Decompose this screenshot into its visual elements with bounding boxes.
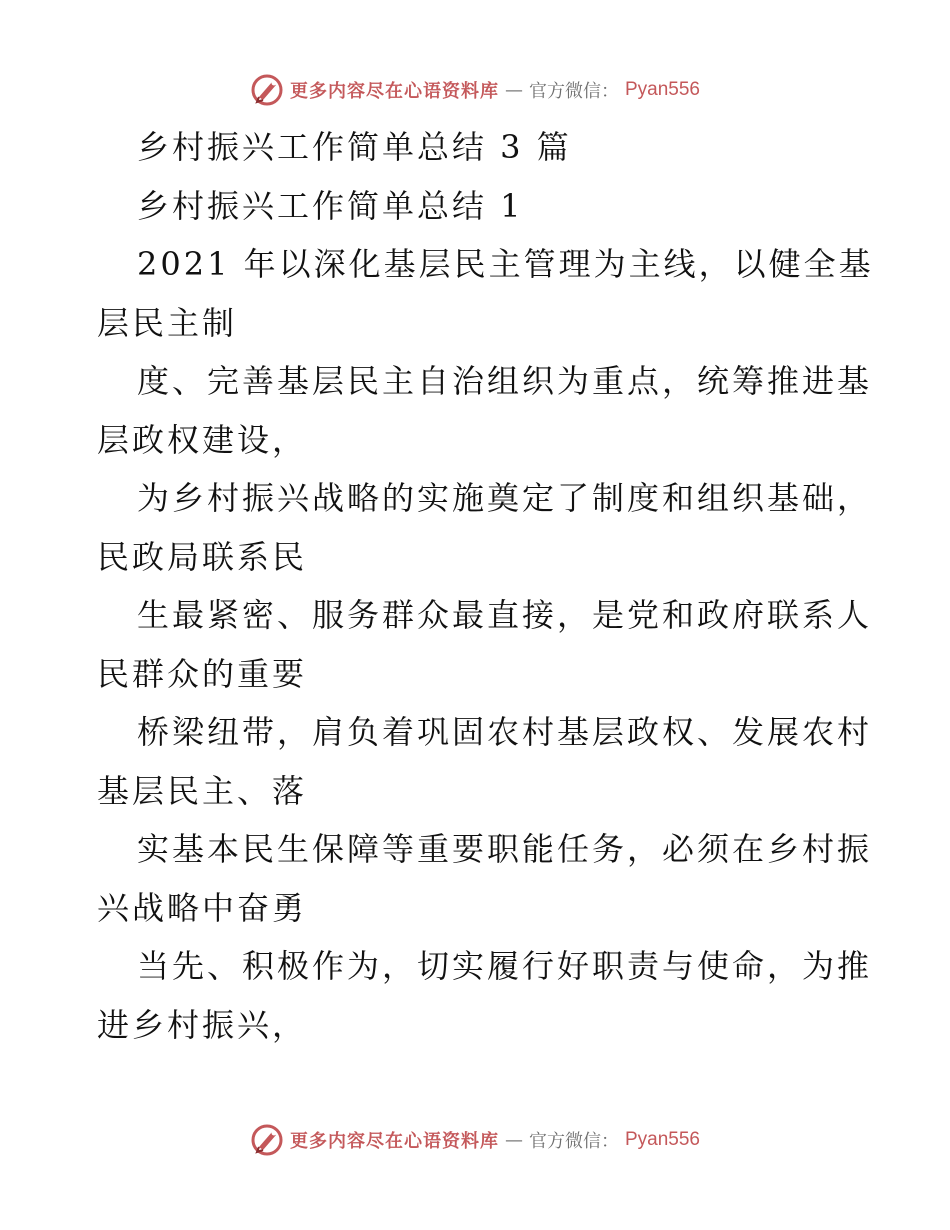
paragraph-line: 民政局联系民 <box>97 537 308 576</box>
paragraph-line: 桥梁纽带，肩负着巩固农村基层政权、发展农村 <box>137 713 873 751</box>
paragraph-line: 层政权建设， <box>97 420 308 459</box>
paragraph-line: 兴战略中奋勇 <box>97 888 308 927</box>
header-watermark <box>0 70 950 110</box>
quill-pen-logo-icon <box>250 1123 284 1157</box>
paragraph-line: 民群众的重要 <box>97 654 308 693</box>
document-body <box>97 118 874 1054</box>
paragraph-line: 实基本民生保障等重要职能任务，必须在乡村振 <box>137 830 873 868</box>
watermark-wechat-label: 官方微信： <box>528 81 619 102</box>
watermark-text: 更多内容尽在心语资料库 <box>289 81 499 102</box>
paragraph-line: 进乡村振兴， <box>97 1005 308 1044</box>
paragraph-line: 基层民主、落 <box>97 771 308 810</box>
paragraph-line: 层民主制 <box>97 303 238 342</box>
paragraph-line: 2021 年以深化基层民主管理为主线，以健全基 <box>137 245 874 283</box>
quill-pen-logo-icon <box>250 73 284 107</box>
watermark-text: 更多内容尽在心语资料库 <box>289 1131 499 1152</box>
section-heading: 乡村振兴工作简单总结 1 <box>137 186 524 225</box>
watermark-wechat-id: Pyan556 <box>624 1129 700 1150</box>
footer-watermark <box>0 1120 950 1160</box>
watermark-wechat-label: 官方微信： <box>528 1131 619 1152</box>
watermark-dash: — <box>504 1129 523 1151</box>
paragraph-line: 当先、积极作为，切实履行好职责与使命，为推 <box>137 947 873 985</box>
paragraph-line: 度、完善基层民主自治组织为重点，统筹推进基 <box>137 362 873 400</box>
watermark-dash: — <box>504 79 523 101</box>
watermark-wechat-id: Pyan556 <box>624 79 700 100</box>
paragraph-line: 为乡村振兴战略的实施奠定了制度和组织基础， <box>137 479 873 517</box>
document-title: 乡村振兴工作简单总结 3 篇 <box>137 128 572 166</box>
paragraph-line: 生最紧密、服务群众最直接，是党和政府联系人 <box>137 596 873 634</box>
